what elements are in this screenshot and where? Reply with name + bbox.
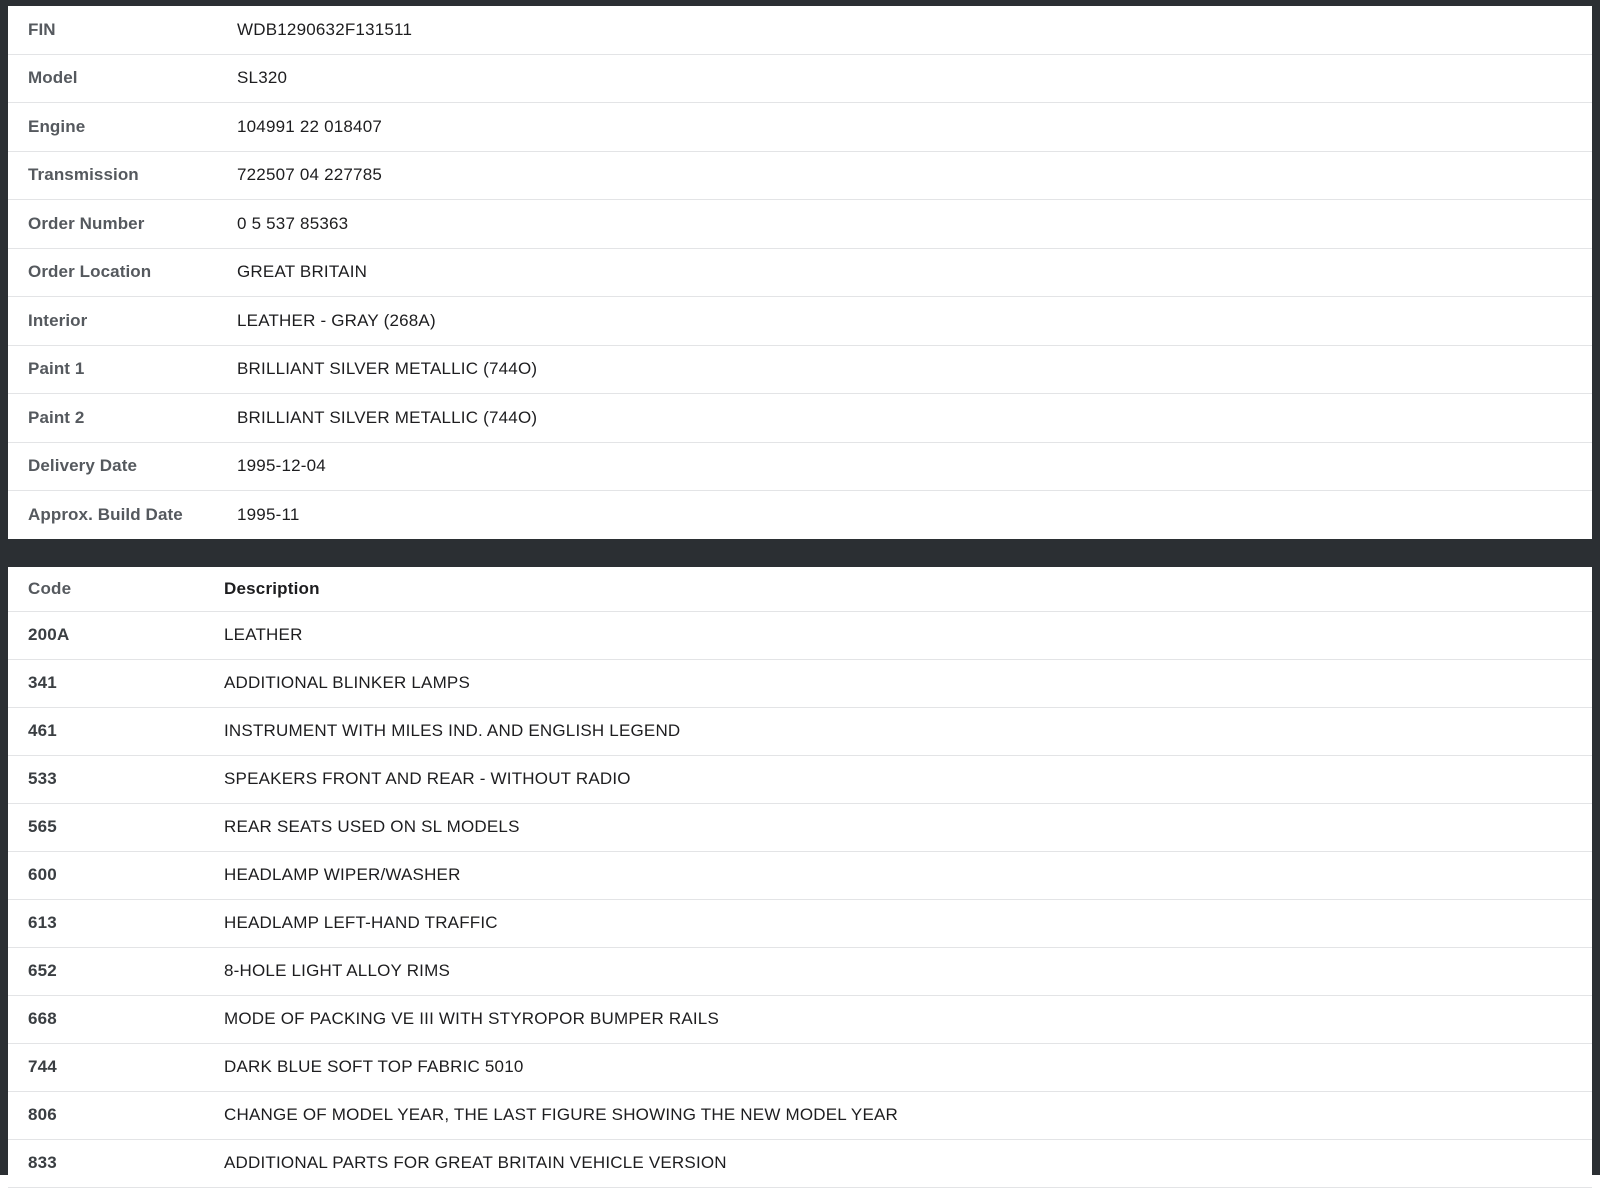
spec-value-interior: LEATHER - GRAY (268A) (237, 310, 436, 330)
spec-value-delivery-date: 1995-12-04 (237, 456, 326, 476)
option-description: ADDITIONAL BLINKER LAMPS (224, 673, 471, 692)
spec-value-approx-build-date: 1995-11 (237, 504, 300, 524)
section-separator-band (0, 539, 1600, 567)
page-content (8, 0, 1592, 1188)
option-code: 668 (28, 1009, 57, 1028)
option-description: MODE OF PACKING VE III WITH STYROPOR BUMPER RAILS (224, 1009, 719, 1028)
option-code: 461 (28, 721, 57, 740)
table-row (8, 345, 1592, 394)
spec-label-delivery-date: Delivery Date (28, 456, 138, 476)
table-header-row (8, 567, 1592, 612)
spec-label-fin: FIN (28, 19, 56, 39)
option-description: ADDITIONAL PARTS FOR GREAT BRITAIN VEHICLE VERSION (224, 1153, 727, 1172)
vehicle-spec-table (8, 6, 1592, 539)
table-row (8, 1139, 1592, 1187)
spec-value-engine: 104991 22 018407 (237, 116, 383, 136)
option-description: INSTRUMENT WITH MILES IND. AND ENGLISH LEGEND (224, 721, 681, 740)
spec-value-order-location: GREAT BRITAIN (237, 262, 368, 282)
table-row (8, 803, 1592, 851)
option-description: SPEAKERS FRONT AND REAR - WITHOUT RADIO (224, 769, 631, 788)
spec-value-model: SL320 (237, 68, 288, 88)
table-row (8, 103, 1592, 152)
option-code: 341 (28, 673, 57, 692)
table-row (8, 995, 1592, 1043)
table-row (8, 6, 1592, 54)
option-code: 652 (28, 961, 57, 980)
table-row (8, 394, 1592, 443)
spec-label-order-location: Order Location (28, 262, 152, 282)
spec-label-paint-1: Paint 1 (28, 359, 85, 379)
spec-value-paint-2: BRILLIANT SILVER METALLIC (744O) (237, 407, 538, 427)
table-row (8, 659, 1592, 707)
option-code: 833 (28, 1153, 57, 1172)
option-description: LEATHER (224, 625, 303, 644)
option-codes-table (8, 567, 1592, 1188)
table-row (8, 755, 1592, 803)
table-row (8, 1091, 1592, 1139)
table-row (8, 442, 1592, 491)
option-code: 613 (28, 913, 57, 932)
table-row (8, 200, 1592, 249)
option-description: HEADLAMP LEFT-HAND TRAFFIC (224, 913, 498, 932)
table-row (8, 611, 1592, 659)
table-row (8, 151, 1592, 200)
option-description: HEADLAMP WIPER/WASHER (224, 865, 461, 884)
table-row (8, 851, 1592, 899)
spec-label-interior: Interior (28, 310, 88, 330)
codes-header-code: Code (28, 578, 72, 598)
spec-label-approx-build-date: Approx. Build Date (28, 504, 183, 524)
spec-label-paint-2: Paint 2 (28, 407, 85, 427)
table-row (8, 1043, 1592, 1091)
option-description: DARK BLUE SOFT TOP FABRIC 5010 (224, 1057, 524, 1076)
spec-label-transmission: Transmission (28, 165, 139, 185)
page-frame-right (1592, 0, 1600, 1175)
spec-label-engine: Engine (28, 116, 86, 136)
table-row (8, 491, 1592, 539)
spec-value-fin: WDB1290632F131511 (237, 19, 413, 39)
spec-value-transmission: 722507 04 227785 (237, 165, 383, 185)
option-code: 565 (28, 817, 57, 836)
option-code: 200A (28, 625, 70, 644)
codes-header-description: Description (224, 578, 320, 598)
option-description: 8-HOLE LIGHT ALLOY RIMS (224, 961, 450, 980)
spec-label-order-number: Order Number (28, 213, 145, 233)
spec-label-model: Model (28, 68, 78, 88)
spec-value-order-number: 0 5 537 85363 (237, 213, 349, 233)
option-code: 533 (28, 769, 57, 788)
table-row (8, 899, 1592, 947)
option-description: CHANGE OF MODEL YEAR, THE LAST FIGURE SHOWING THE NEW MODEL YEAR (224, 1105, 899, 1124)
spec-value-paint-1: BRILLIANT SILVER METALLIC (744O) (237, 359, 538, 379)
option-code: 744 (28, 1057, 57, 1076)
page-frame-left (0, 0, 8, 1175)
option-code: 806 (28, 1105, 57, 1124)
table-row (8, 297, 1592, 346)
option-description: REAR SEATS USED ON SL MODELS (224, 817, 520, 836)
table-row (8, 707, 1592, 755)
table-row (8, 248, 1592, 297)
table-row (8, 947, 1592, 995)
option-code: 600 (28, 865, 57, 884)
table-row (8, 54, 1592, 103)
